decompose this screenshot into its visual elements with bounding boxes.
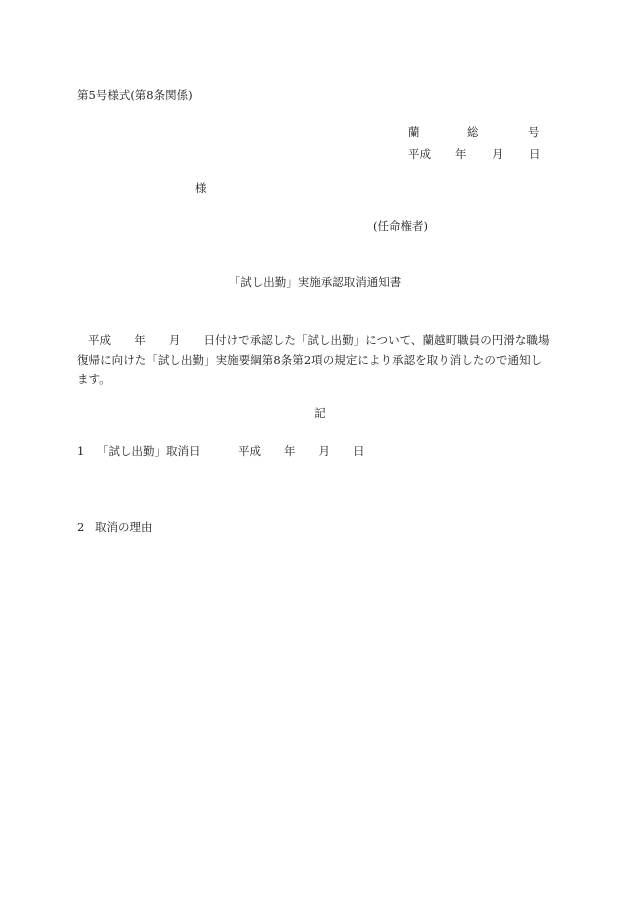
issuer-dept: 総 — [467, 125, 479, 139]
body-paragraph: 平成 年 月 日付けで承認した「試し出勤」について、蘭越町職員の円滑な職場復帰に向けた「試し出勤」実施要綱第8条第2項の規定により承認を取り消したので通知します。 — [77, 333, 550, 386]
ki-heading: 記 — [314, 406, 326, 420]
item-label: 「試し出勤」取消日 — [97, 444, 201, 458]
addressee-honorific: 様 — [195, 181, 207, 195]
item-number: 2 — [77, 520, 85, 534]
issuer-era: 平成 — [408, 147, 431, 161]
issuer-num-suffix: 号 — [528, 125, 540, 139]
document-title: 「試し出勤」実施承認取消通知書 — [228, 275, 402, 289]
issuer-month-unit: 月 — [492, 147, 504, 161]
issuer-day-unit: 日 — [529, 147, 541, 161]
form-number: 第5号様式(第8条関係) — [77, 88, 193, 102]
issuer-number-line — [408, 125, 540, 139]
item-number: 1 — [77, 444, 85, 458]
item-value: 平成 年 月 日 — [238, 444, 365, 458]
item-label: 取消の理由 — [95, 520, 153, 534]
issuer-block — [408, 125, 540, 169]
issuer-org: 蘭 — [408, 125, 420, 139]
issuer-year-unit: 年 — [455, 147, 467, 161]
appointing-authority: (任命権者) — [373, 219, 428, 233]
issuer-date-line — [408, 147, 540, 161]
